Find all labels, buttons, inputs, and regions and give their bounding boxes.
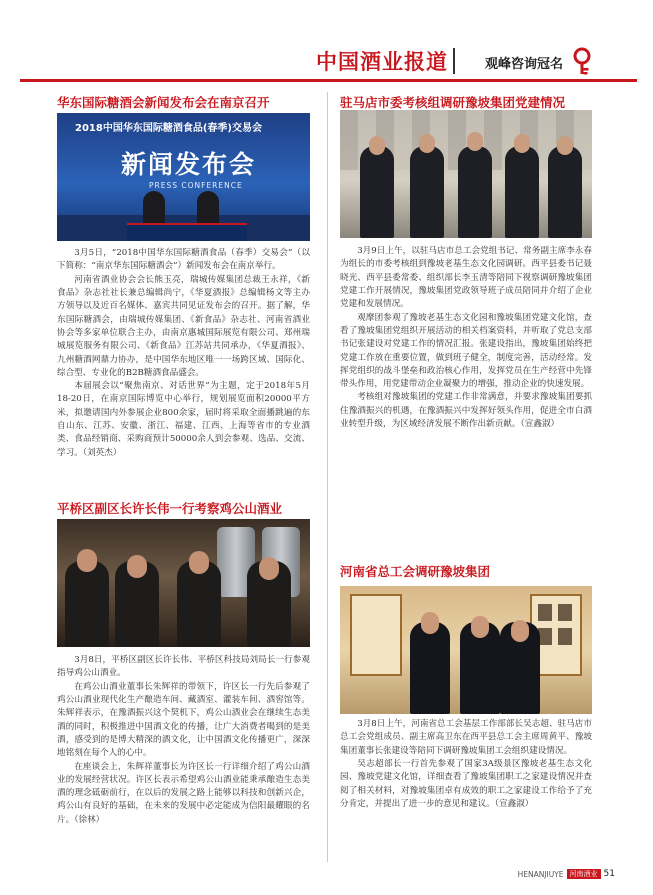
article-paragraph: 3月9日上午，以驻马店市总工会党组书记、常务副主席李永春为组长的市委考核组到豫坡老基生态文化园调研。西平县委书记聂晓光、西平县委常委、组织部长李玉清等陪同下视察调研豫坡集团党建工作开展情况，豫坡集团党政领导班子成员陪同并介绍了企业党建和发展情况。 <box>340 246 592 310</box>
photo-banner-text: 2018中国华东国际糖酒食品(春季)交易会 <box>75 123 262 134</box>
article-paragraph: 在鸡公山酒业董事长朱辉祥的带领下，许区长一行先后参观了鸡公山酒业现代化生产酿造车间、藏酒室、灌装车间、酒窖馆等。朱辉祥表示，在豫酒振兴这个契机下，鸡公山酒业会在继续生态美酒的同时，积极推进中国酒文化的传播，让广大消费者喝到的是美酒，感受到的是博大精深的酒文化，让中国酒文化传播更广，深深地铭刻在每个人的心中。 <box>57 681 310 759</box>
article-body <box>340 718 592 811</box>
photo-person-head <box>369 136 385 155</box>
press-conference-photo <box>57 113 310 241</box>
photo-person-head <box>127 555 147 578</box>
column-sponsor: 观峰咨询冠名 <box>484 57 563 72</box>
group-photo <box>340 110 592 238</box>
footer-brand: HENANJIUYE <box>517 869 564 879</box>
article-body <box>340 245 592 431</box>
photo-person <box>360 146 394 238</box>
photo-person-head <box>467 132 483 151</box>
photo-person-head <box>259 557 279 580</box>
photo-headline-text: 新闻发布会 <box>121 150 257 179</box>
page-footer <box>518 869 615 879</box>
article-body <box>57 247 310 460</box>
photo-person <box>197 191 219 225</box>
photo-person-head <box>557 136 573 155</box>
article-paragraph: 考核组对豫坡集团的党建工作非常满意，并要求豫坡集团要抓住豫酒振兴的机遇，在豫酒振兴中发挥好领头作用，促进全市白酒业转型升级，为区域经济发展不断作出新贡献。（宣鑫淑） <box>340 392 592 430</box>
photo-tablecloth <box>127 223 247 241</box>
photo-person-head <box>189 551 209 574</box>
exhibition-hall-photo <box>340 586 592 714</box>
page-number: 51 <box>603 869 615 879</box>
article-paragraph: 在座谈会上，朱辉祥董事长为许区长一行详细介绍了鸡公山酒业的发展经营状况。许区长表示希望鸡公山酒业能秉承酿造生态美酒的理念砥砺前行，在以后的发展之路上能够以科技和创新兴企，鸡公山有良好的基础，在未来的发展中必定能成为信阳最耀眼的名片。（徐林） <box>57 761 310 825</box>
photo-person-head <box>421 612 439 634</box>
photo-person <box>143 191 165 225</box>
footer-tag: 河南酒业 <box>567 869 601 879</box>
article-paragraph: 3月8日，平桥区副区长许长伟、平桥区科技局刘局长一行参观指导鸡公山酒业。 <box>57 655 310 679</box>
article-title: 驻马店市委考核组调研豫坡集团党建情况 <box>340 95 566 110</box>
article-paragraph: 观摩团参观了豫坡老基生态文化园和豫坡集团党建文化馆，查看了豫坡集团党组织开展活动的相关档案资料，并听取了党总支部书记张建设对党建工作的情况汇报。张建设指出，豫坡集团始终把党建工作放在重要位置，做到班子健全，制度完善，活动经常。发挥党组织的战斗堡垒和政治核心作用，发挥党员在生产经营中先锋带头作用，用党建带动企业凝聚力的增强，推动企业的快速发展。 <box>340 312 592 390</box>
photo-person-head <box>419 134 435 153</box>
article-paragraph: 3月8日上午，河南省总工会基层工作部部长吴志超、驻马店市总工会党组成员、副主席高卫东在西平县总工会主席周黄平、豫坡集团董事长张建设等陪同下调研豫坡集团工会组织建设情况。 <box>340 719 592 756</box>
column-title: 中国酒业报道 <box>316 50 448 74</box>
article-paragraph: 河南省酒业协会会长熊玉亮，瑞城传媒集团总裁王永祥，《新食品》杂志社社长兼总编辑尚宁，《华夏酒报》总编辑杨文等主办方领导以及近百名媒体、嘉宾共同见证发布会的召开。据了解，华东国际糖酒会，由瑞城传媒集团、《新食品》杂志社、河南省酒业协会等多家单位联合主办，由南京惠城国际展览有限公司、郑州瑞城展览服务有限公司、《新食品》江苏站共同承办，《华夏酒报》、九州糖酒网鼎力协办，是中国华东地区唯一一场跨区域、国际化、综合型、专业化的B2B糖酒食品盛会。 <box>57 274 310 378</box>
header-divider <box>453 48 455 74</box>
article-paragraph: 吴志超部长一行首先参观了国家3A级景区豫坡老基生态文化园、豫坡党建文化馆，详细查看了豫坡集团职工之家建设情况并查阅了相关材料，对豫坡集团卓有成效的职工之家建设工作给予了充分肯定，并提出了进一步的意见和建议。（宣鑫淑） <box>340 758 592 809</box>
article-paragraph: 3月5日，“2018中国华东国际糖酒食品（春季）交易会”（以下简称：“南京华东国际糖酒会”）新闻发布会在南京举行。 <box>57 248 310 272</box>
photo-person <box>548 146 582 238</box>
photo-portrait-frame <box>538 604 552 621</box>
photo-portrait-frame <box>558 604 572 621</box>
page-header <box>0 40 653 82</box>
winery-visit-photo <box>57 519 310 647</box>
article-title: 河南省总工会调研豫坡集团 <box>340 564 491 579</box>
photo-person-head <box>77 549 97 572</box>
article-title: 平桥区副区长许长伟一行考察鸡公山酒业 <box>57 501 283 516</box>
photo-person <box>65 561 109 647</box>
photo-person <box>410 622 450 714</box>
header-rule <box>20 79 637 82</box>
photo-english-text: PRESS CONFERENCE <box>149 181 243 190</box>
brand-logo-icon <box>569 46 595 76</box>
article-title: 华东国际糖酒会新闻发布会在南京召开 <box>57 95 270 110</box>
photo-person-head <box>514 134 530 153</box>
photo-person-head <box>511 620 529 642</box>
column-divider <box>327 92 328 862</box>
article-body <box>57 654 310 827</box>
photo-person-head <box>471 616 489 638</box>
photo-person <box>458 146 492 238</box>
photo-person <box>410 146 444 238</box>
photo-person <box>505 146 539 238</box>
photo-portrait-frame <box>558 628 572 645</box>
photo-display-board <box>350 594 402 676</box>
photo-portrait-frame <box>538 628 552 645</box>
article-paragraph: 本届展会以“聚焦南京、对话世界”为主题，定于2018年5月18-20日，在南京国际博览中心举行，规划展览面积20000平方米，拟邀请国内外参展企业800余家，届时将采取全面播跳遍的东自山东、江苏、安徽、浙江、福建、江西、上海等省市的专业酒类、食品经销商、采购商预计50000余人到会参观、选品、交流、学习。（刘英杰） <box>57 381 310 458</box>
